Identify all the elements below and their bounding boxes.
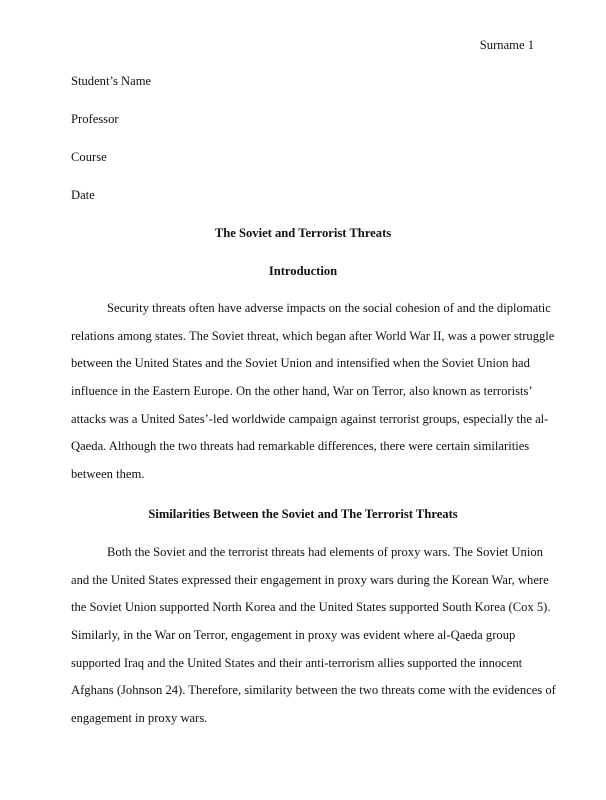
paragraph-line: between the United States and the Soviet Union and intensified when the Soviet Union had xyxy=(71,356,530,371)
paragraph-line: between them. xyxy=(71,467,145,482)
paragraph-line: Similarly, in the War on Terror, engagement in proxy was evident where al-Qaeda group xyxy=(71,628,516,643)
running-head: Surname 1 xyxy=(479,38,534,52)
paragraph-line: influence in the Eastern Europe. On the other hand, War on Terror, also known as terrorists’ xyxy=(71,384,533,399)
paragraph-line: engagement in proxy wars. xyxy=(71,711,208,726)
introduction-paragraph xyxy=(71,300,555,494)
paragraph-line: supported Iraq and the United States and their anti-terrorism allies supported the innocent xyxy=(71,655,523,670)
paragraph-line: Security threats often have adverse impacts on the social cohesion of and the diplomatic xyxy=(107,301,551,315)
paragraph-line: and the United States expressed their engagement in proxy wars during the Korean War, where xyxy=(71,572,549,587)
paragraph-line: attacks was a United Sates’-led worldwide campaign against terrorist groups, especially the al- xyxy=(71,411,549,426)
document-title: The Soviet and Terrorist Threats xyxy=(214,226,392,240)
section-heading-introduction: Introduction xyxy=(268,264,338,278)
paragraph-line: Afghans (Johnson 24). Therefore, similarity between the two threats come with the evidences of xyxy=(71,683,556,698)
course-name: Course xyxy=(71,150,107,164)
paragraph-line: the Soviet Union supported North Korea and the United States supported South Korea (Cox 5). xyxy=(71,600,551,615)
similarities-paragraph xyxy=(71,544,556,738)
student-name: Student’s Name xyxy=(71,74,152,88)
professor-name: Professor xyxy=(71,112,119,126)
section-heading-similarities: Similarities Between the Soviet and The Terrorist Threats xyxy=(148,507,458,521)
date: Date xyxy=(71,188,95,202)
paragraph-line: Both the Soviet and the terrorist threats had elements of proxy wars. The Soviet Union xyxy=(107,545,543,559)
paragraph-line: Qaeda. Although the two threats had remarkable differences, there were certain similarities xyxy=(71,439,530,454)
paragraph-line: relations among states. The Soviet threat, which began after World War II, was a power struggle xyxy=(71,328,555,343)
